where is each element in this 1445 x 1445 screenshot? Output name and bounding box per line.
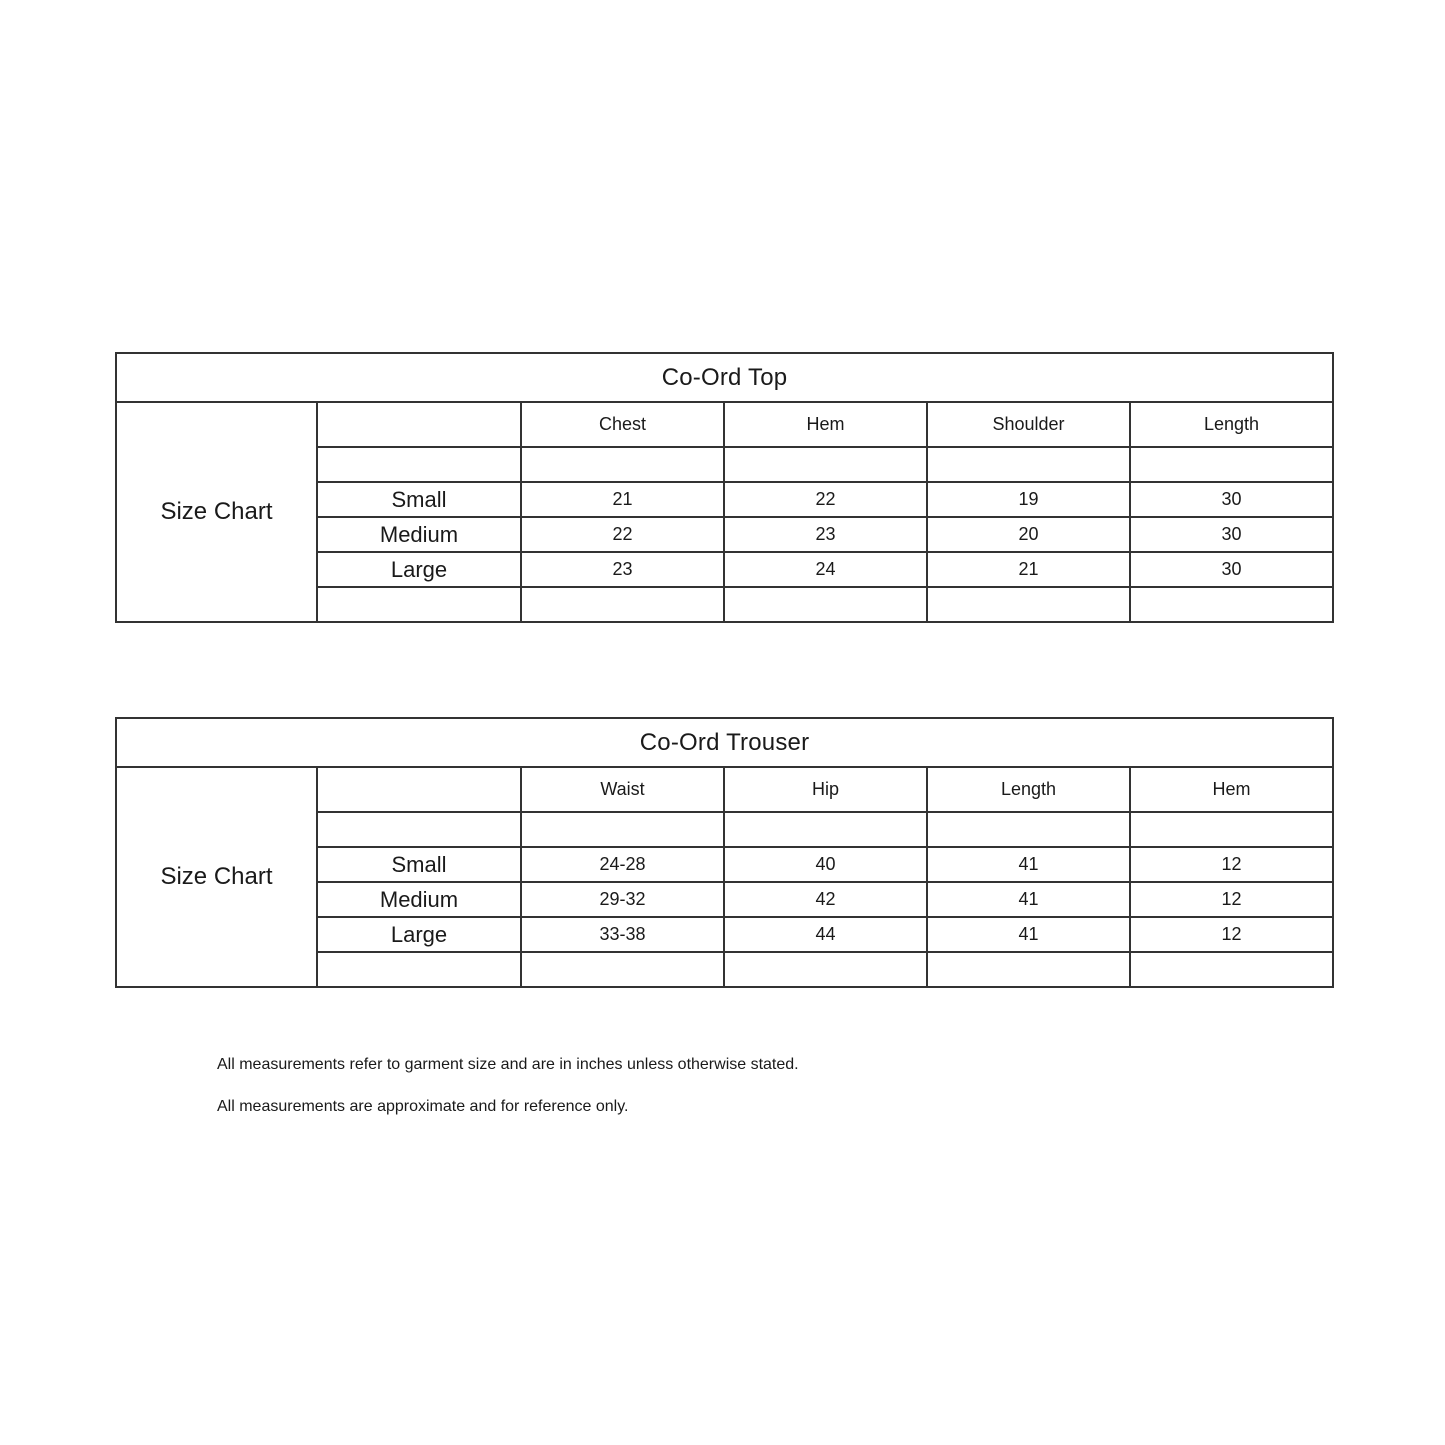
approximation-note: All measurements are approximate and for reference only.: [217, 1098, 629, 1115]
size-label: Medium: [317, 882, 521, 917]
empty-cell: [1130, 812, 1333, 847]
measurement-value: 29-32: [521, 882, 724, 917]
measurement-value: 24: [724, 552, 927, 587]
measurement-value: 21: [521, 482, 724, 517]
coord-top-size-table: [115, 352, 1334, 623]
table-title: Co-Ord Trouser: [116, 718, 1333, 767]
measurement-value: 12: [1130, 847, 1333, 882]
empty-cell: [1130, 447, 1333, 482]
empty-cell: [724, 447, 927, 482]
measurement-value: 33-38: [521, 917, 724, 952]
column-header: Hem: [724, 402, 927, 447]
empty-cell: [927, 447, 1130, 482]
measurement-note: All measurements refer to garment size and are in inches unless otherwise stated.: [217, 1056, 799, 1073]
measurement-value: 40: [724, 847, 927, 882]
size-label: Medium: [317, 517, 521, 552]
empty-cell: [521, 587, 724, 622]
column-header: Hem: [1130, 767, 1333, 812]
empty-cell: [724, 812, 927, 847]
empty-cell: [521, 447, 724, 482]
size-label: Small: [317, 482, 521, 517]
measurement-value: 23: [724, 517, 927, 552]
empty-cell: [724, 587, 927, 622]
measurement-value: 12: [1130, 882, 1333, 917]
empty-cell: [1130, 587, 1333, 622]
column-header: Hip: [724, 767, 927, 812]
empty-cell: [724, 952, 927, 987]
empty-cell: [927, 952, 1130, 987]
empty-header-cell: [317, 402, 521, 447]
column-header: Waist: [521, 767, 724, 812]
measurement-value: 30: [1130, 482, 1333, 517]
measurement-value: 41: [927, 847, 1130, 882]
measurement-value: 19: [927, 482, 1130, 517]
measurement-value: 20: [927, 517, 1130, 552]
column-header: Chest: [521, 402, 724, 447]
coord-trouser-size-table: [115, 717, 1334, 988]
measurement-value: 44: [724, 917, 927, 952]
measurement-value: 22: [521, 517, 724, 552]
empty-cell: [927, 812, 1130, 847]
column-header: Shoulder: [927, 402, 1130, 447]
measurement-value: 41: [927, 882, 1130, 917]
empty-cell: [317, 812, 521, 847]
measurement-value: 41: [927, 917, 1130, 952]
empty-cell: [317, 587, 521, 622]
measurement-value: 21: [927, 552, 1130, 587]
measurement-value: 24-28: [521, 847, 724, 882]
empty-header-cell: [317, 767, 521, 812]
size-label: Large: [317, 917, 521, 952]
empty-cell: [1130, 952, 1333, 987]
empty-cell: [317, 952, 521, 987]
size-chart-label: Size Chart: [116, 402, 317, 622]
measurement-value: 23: [521, 552, 724, 587]
measurement-value: 42: [724, 882, 927, 917]
size-label: Small: [317, 847, 521, 882]
size-label: Large: [317, 552, 521, 587]
measurement-value: 30: [1130, 552, 1333, 587]
size-chart-label: Size Chart: [116, 767, 317, 987]
empty-cell: [927, 587, 1130, 622]
empty-cell: [317, 447, 521, 482]
column-header: Length: [927, 767, 1130, 812]
empty-cell: [521, 812, 724, 847]
measurement-value: 12: [1130, 917, 1333, 952]
column-header: Length: [1130, 402, 1333, 447]
table-title: Co-Ord Top: [116, 353, 1333, 402]
measurement-value: 22: [724, 482, 927, 517]
empty-cell: [521, 952, 724, 987]
measurement-value: 30: [1130, 517, 1333, 552]
